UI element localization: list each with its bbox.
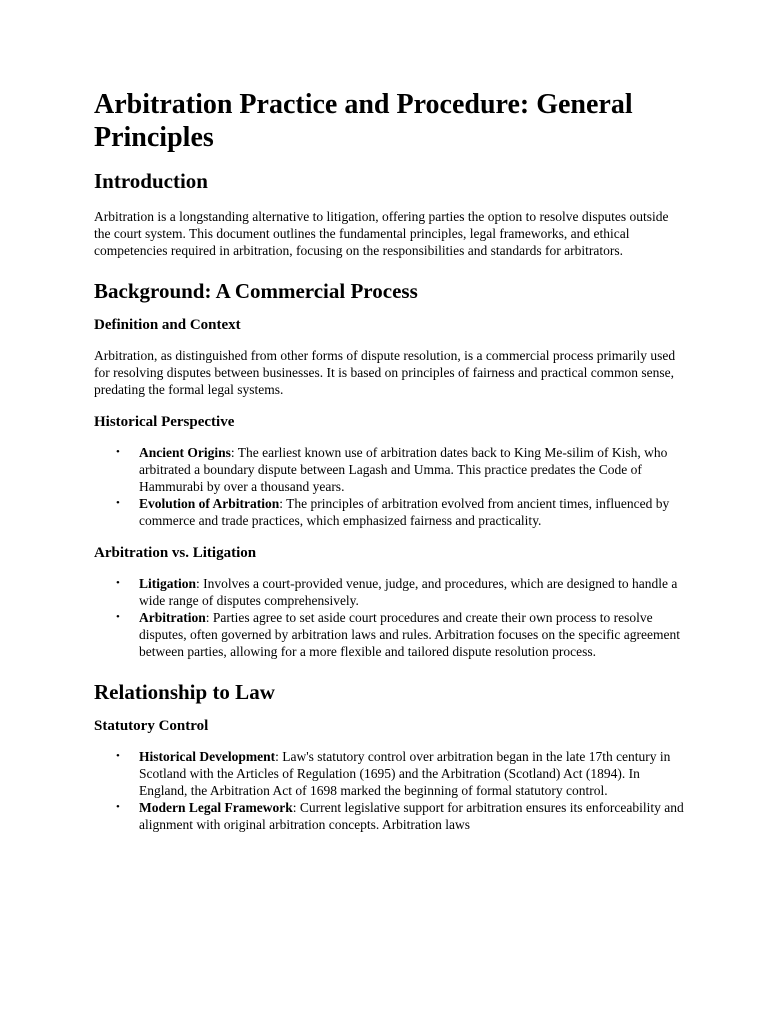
list-item [94,495,684,529]
bullet-icon: • [116,750,120,762]
versus-heading: Arbitration vs. Litigation [94,545,257,561]
law-heading: Relationship to Law [94,680,275,704]
history-list [94,444,684,529]
list-item-term: Modern Legal Framework [139,800,293,815]
list-item-term: Historical Development [139,749,276,764]
bullet-icon: • [116,611,120,623]
list-item [94,799,684,833]
background-heading: Background: A Commercial Process [94,279,418,303]
statutory-list [94,748,684,833]
list-item-text: : Law's statutory control over arbitration began in the late 17th century in Scotland with the Articles of Regulation (1695) and the Arbitration (Scotland) Act (1894). In England, the Arbitration Act of 1698 marked the beginning of formal statutory control. [139,749,671,798]
list-item-text: : The principles of arbitration evolved from ancient times, influenced by commerce and trade practices, which emphasized fairness and practicality. [139,496,670,528]
bullet-icon: • [116,446,120,458]
list-item [94,609,684,660]
bullet-icon: • [116,577,120,589]
list-item [94,444,684,495]
list-item-term: Litigation [139,576,197,591]
list-item [94,575,684,609]
list-item-term: Evolution of Arbitration [139,496,280,511]
definition-heading: Definition and Context [94,317,241,333]
list-item [94,748,684,799]
list-item-text: : Current legislative support for arbitration ensures its enforceability and alignment with original arbitration concepts. Arbitration laws [139,800,684,832]
statutory-heading: Statutory Control [94,718,209,734]
document-title: Arbitration Practice and Procedure: General Principles [94,89,633,153]
versus-list [94,575,684,660]
document-content [94,88,684,847]
definition-paragraph: Arbitration, as distinguished from other forms of dispute resolution, is a commercial process primarily used for resolving disputes between businesses. It is based on principles of fairness and practical common sense, predating the formal legal systems. [94,348,676,397]
list-item-term: Arbitration [139,610,206,625]
list-item-term: Ancient Origins [139,445,231,460]
bullet-icon: • [116,801,120,813]
list-item-text: : Involves a court-provided venue, judge, and procedures, which are designed to handle a wide range of disputes comprehensively. [139,576,678,608]
list-item-text: : Parties agree to set aside court procedures and create their own process to resolve disputes, often governed by arbitration laws and rules. Arbitration focuses on the specific agreement between parties, allowing for a more flexible and tailored dispute resolution process. [139,610,680,659]
list-item-text: : The earliest known use of arbitration dates back to King Me-silim of Kish, who arbitrated a boundary dispute between Lagash and Umma. This practice predates the Code of Hammurabi by over a thousand years. [139,445,668,494]
history-heading: Historical Perspective [94,414,235,430]
bullet-icon: • [116,497,120,509]
introduction-heading: Introduction [94,169,208,193]
introduction-paragraph: Arbitration is a longstanding alternative to litigation, offering parties the option to resolve disputes outside the court system. This document outlines the fundamental principles, legal frameworks, and ethical competencies required in arbitration, focusing on the responsibilities and standards for arbitrators. [94,209,669,258]
